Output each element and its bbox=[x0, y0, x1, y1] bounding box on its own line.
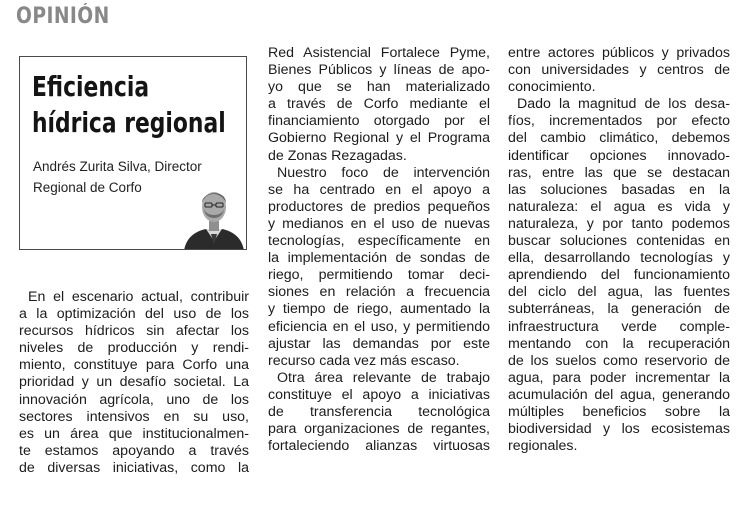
text-line: de diversas iniciativas, como la bbox=[19, 459, 249, 476]
text-line: yo que se han materializado bbox=[268, 79, 490, 96]
headline-line-2: hídrica regional bbox=[32, 106, 226, 139]
text-line: y medianos en el uso de nuevas bbox=[268, 215, 490, 232]
text-line: buscar soluciones contenidas en bbox=[508, 233, 730, 250]
text-line: constituye el apoyo a iniciativas bbox=[268, 386, 490, 403]
text-line: riego, permitiendo tomar deci- bbox=[268, 267, 490, 284]
text-line: de los suelos como reservorio de bbox=[508, 352, 730, 369]
text-line: a través de Corfo mediante el bbox=[268, 96, 490, 113]
section-label: OPINIÓN bbox=[16, 4, 110, 29]
text-line: prioridad y un desafío societal. La bbox=[19, 374, 249, 391]
text-line: múltiples beneficios sobre la bbox=[508, 403, 730, 420]
text-line: recursos hídricos sin afectar los bbox=[19, 323, 249, 340]
text-line: infraestructura verde comple- bbox=[508, 318, 730, 335]
text-line: Bienes Públicos y líneas de apo- bbox=[268, 62, 490, 79]
text-line: niveles de producción y rendi- bbox=[19, 340, 249, 357]
text-line: productores de predios pequeños bbox=[268, 198, 490, 215]
text-line: a la optimización del uso de los bbox=[19, 306, 249, 323]
text-line: se ha centrado en el apoyo a bbox=[268, 181, 490, 198]
headline-box bbox=[19, 56, 247, 250]
text-line: financiamiento otorgado por el bbox=[268, 113, 490, 130]
text-line: agua, para poder incrementar la bbox=[508, 369, 730, 386]
text-line: fortaleciendo alianzas virtuosas bbox=[268, 438, 490, 455]
text-line: para organizaciones de regantes, bbox=[268, 421, 490, 438]
byline-line-1: Andrés Zurita Silva, Director bbox=[33, 159, 202, 174]
text-line: naturaleza, y por tanto podemos bbox=[508, 215, 730, 232]
text-line: la implementación de sondas de bbox=[268, 250, 490, 267]
article-column-1 bbox=[19, 289, 249, 477]
author-portrait bbox=[182, 179, 246, 250]
text-line: acumulación del agua, generando bbox=[508, 386, 730, 403]
headline bbox=[32, 69, 235, 141]
text-line: fíos, incrementados por efecto bbox=[508, 113, 730, 130]
text-line: biodiversidad y los ecosistemas bbox=[508, 421, 730, 438]
text-line: Red Asistencial Fortalece Pyme, bbox=[268, 45, 490, 61]
text-line: y tiempo de riego, aumentado la bbox=[268, 301, 490, 318]
text-line: es un área que institucionalmen- bbox=[19, 425, 249, 442]
article-column-2 bbox=[268, 45, 490, 455]
headline-line-1: Eficiencia bbox=[32, 70, 150, 103]
text-line: ras, entre las que se destacan bbox=[508, 164, 730, 181]
text-line: subterráneas, la generación de bbox=[508, 301, 730, 318]
text-line: sectores intensivos en su uso, bbox=[19, 408, 249, 425]
text-line: tecnologías, específicamente en bbox=[268, 233, 490, 250]
text-line: Dado la magnitud de los desa- bbox=[517, 96, 730, 113]
text-line: las soluciones basadas en la bbox=[508, 181, 730, 198]
text-line: mentando con la recuperación bbox=[508, 335, 730, 352]
text-line: Otra área relevante de trabajo bbox=[277, 369, 490, 386]
text-line: regionales. bbox=[508, 438, 578, 455]
text-line: Nuestro foco de intervención bbox=[277, 164, 490, 181]
text-line: ella, desarrollando tecnologías y bbox=[508, 250, 730, 267]
text-line: de transferencia tecnológica bbox=[268, 403, 490, 420]
text-line: te estamos apoyando a través bbox=[19, 442, 249, 459]
text-line: del cambio climático, debemos bbox=[508, 130, 730, 147]
text-line: identificar opciones innovado- bbox=[508, 147, 730, 164]
text-line: innovación agrícola, uno de los bbox=[19, 391, 249, 408]
byline-line-2: Regional de Corfo bbox=[33, 180, 142, 195]
text-line: entre actores públicos y privados bbox=[508, 45, 730, 61]
text-line: conocimiento. bbox=[508, 79, 596, 96]
text-line: aprendiendo del funcionamiento bbox=[508, 267, 730, 284]
text-line: Gobierno Regional y el Programa bbox=[268, 130, 490, 147]
article-column-3 bbox=[508, 45, 730, 455]
text-line: de Zonas Rezagadas. bbox=[268, 147, 407, 164]
text-line: ajustar las demandas por este bbox=[268, 335, 490, 352]
text-line: miento, constituye para Corfo una bbox=[19, 357, 249, 374]
text-line: recurso cada vez más escaso. bbox=[268, 352, 460, 369]
text-line: del ciclo del agua, las fuentes bbox=[508, 284, 730, 301]
text-line: siones en relación a frecuencia bbox=[268, 284, 490, 301]
text-line: con universidades y centros de bbox=[508, 62, 730, 79]
text-line: naturaleza: el agua es vida y bbox=[508, 198, 730, 215]
text-line: eficiencia en el uso, y permitiendo bbox=[268, 318, 490, 335]
text-line: En el escenario actual, contribuir bbox=[28, 289, 249, 305]
